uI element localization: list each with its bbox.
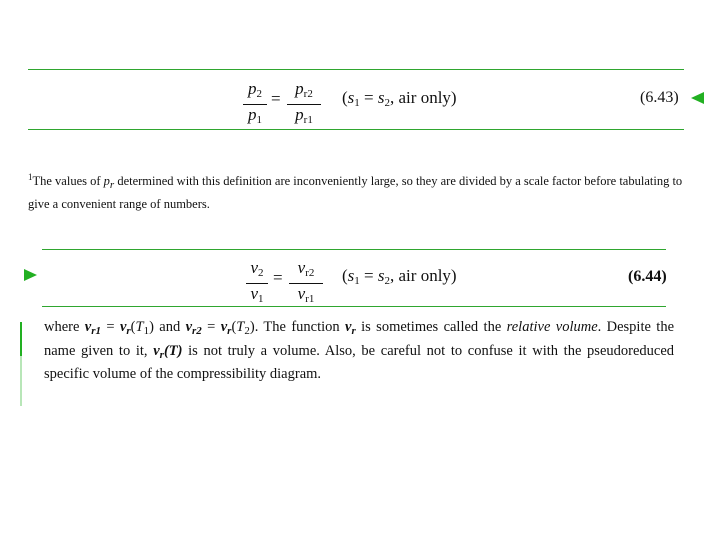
footnote-symbol: pr — [103, 174, 115, 192]
symbol-vr: $v_r$ — [119, 319, 131, 337]
bottom-rule-eq-6-43 — [28, 129, 684, 130]
symbol-vr-of-T: $v_r(T)$ — [153, 342, 183, 361]
denominator-vr1: $v_{r1}$ — [297, 284, 315, 305]
footnote — [28, 168, 688, 214]
left-pointer-arrow-icon — [691, 92, 704, 104]
symbol-vr: $v_r$ — [220, 319, 232, 337]
symbol-vr: $v_r$ — [345, 319, 356, 337]
denominator-p1: $p_1$ — [248, 105, 262, 126]
footnote-text-end: determined with this definition are inconveniently large, so they are divided by a scale factor before tabulating to give a convenient range of numbers. — [28, 174, 683, 212]
top-rule-eq-6-43 — [28, 69, 684, 70]
term-relative-volume: relative volume — [506, 319, 598, 335]
equation-number-6-43: (6.43) — [640, 89, 679, 106]
condition-isentropic-air-only: (s1 = s2, air only) — [342, 266, 457, 287]
denominator-v1: $v_1$ — [250, 284, 264, 305]
margin-bar — [20, 322, 22, 356]
fraction-bar — [287, 104, 321, 105]
top-rule-eq-6-44 — [42, 249, 666, 250]
numerator-pr2: $p_{r2}$ — [295, 79, 313, 100]
body-paragraph: where $v_{r1} = v_r(T_1)$ and $v_{r2} = v_r(T_2)$. The function $v_r$ is sometimes called the relative volume. Despite the name given to it, $v_r(T)$ is not truly a volume. Also, be careful not to confuse it with the pseudoreduced specific volume of the compressibility diagram. — [44, 319, 675, 382]
fraction-v2-over-v1 — [246, 259, 268, 308]
symbol-vr2: $v_{r2}$ — [185, 319, 202, 337]
footnote-marker: 1 — [28, 172, 33, 182]
denominator-pr1: $p_{r1}$ — [295, 105, 313, 126]
equals-sign: = — [273, 268, 283, 287]
bottom-rule-eq-6-44 — [42, 306, 666, 307]
equals-sign: = — [271, 89, 281, 108]
numerator-p2: $p_2$ — [248, 79, 262, 100]
condition-isentropic-air-only: (s1 = s2, air only) — [342, 88, 457, 109]
fraction-pr2-over-pr1 — [287, 80, 321, 129]
equation-number-6-44: (6.44) — [628, 268, 667, 285]
numerator-v2: $v_2$ — [250, 258, 264, 279]
fraction-bar — [289, 283, 323, 284]
fraction-vr2-over-vr1 — [289, 259, 323, 308]
numerator-vr2: $v_{r2}$ — [297, 258, 315, 279]
footnote-text-start: The values of — [32, 174, 104, 189]
fraction-p2-over-p1 — [243, 80, 267, 129]
right-pointer-arrow-icon — [24, 269, 37, 281]
symbol-vr1: $v_{r1}$ — [84, 319, 102, 337]
margin-bar-faint — [20, 356, 22, 406]
